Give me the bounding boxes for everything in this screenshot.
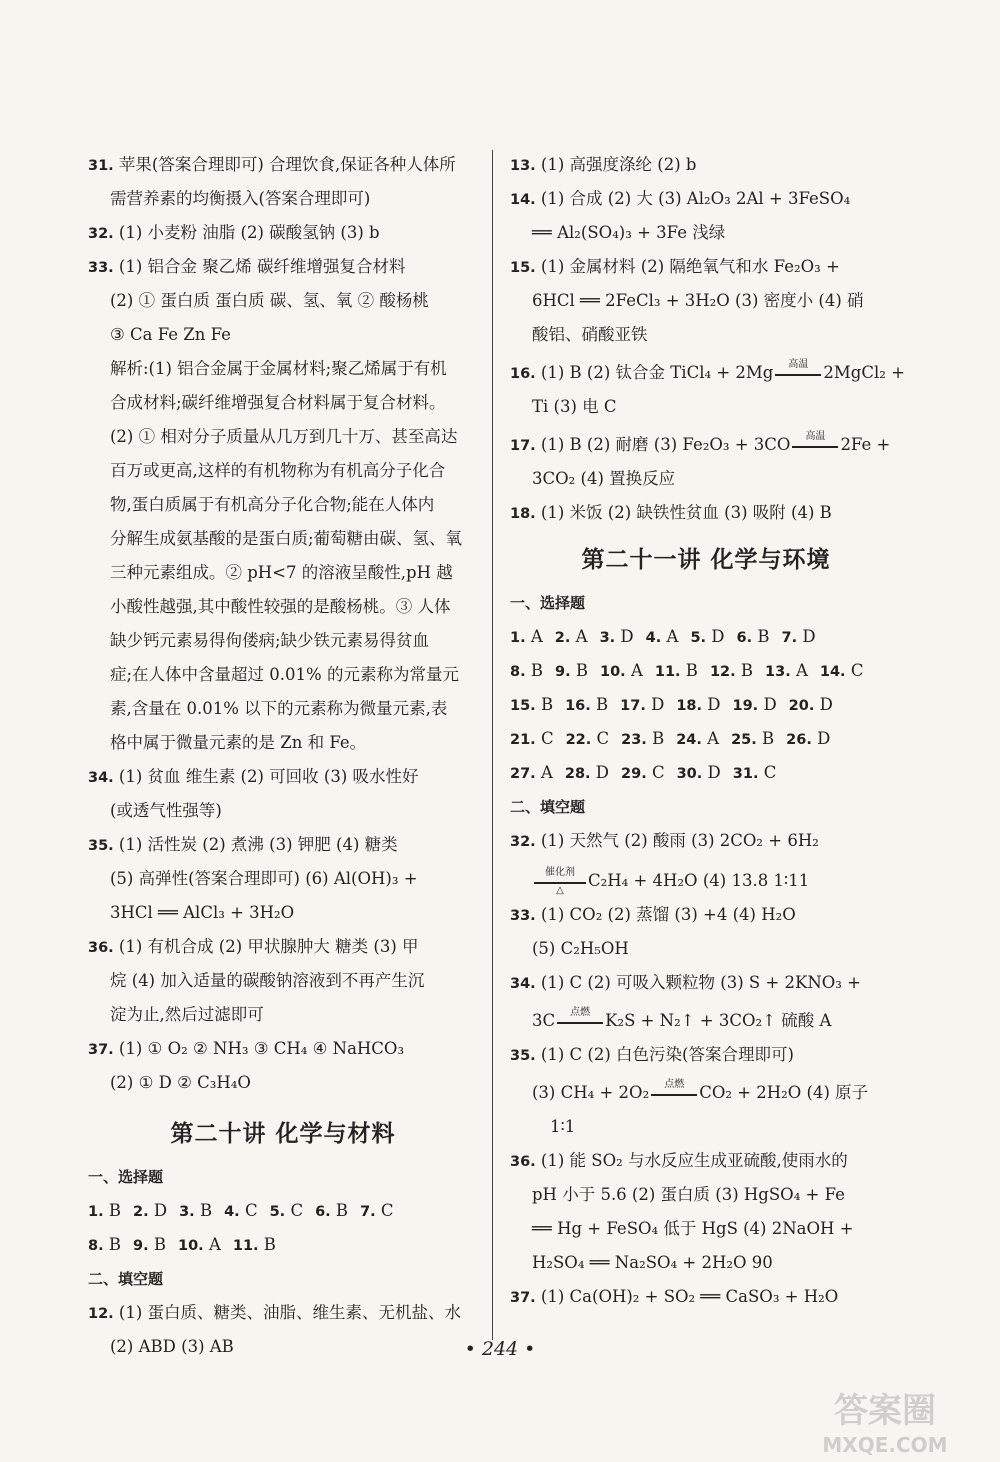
choice-number: 15. (510, 698, 536, 714)
choice-number: 29. (621, 766, 647, 782)
answer-line-cont (88, 658, 478, 692)
choice-number: 21. (510, 732, 536, 748)
choice-answer: B (740, 661, 754, 680)
section-fill-heading: 二、填空题 (510, 798, 586, 816)
answer-text: (1) 活性炭 (2) 煮沸 (3) 钾肥 (4) 糖类 (113, 835, 398, 854)
answer-text: (1) 有机合成 (2) 甲状腺肿大 糖类 (3) 甲 (113, 937, 419, 956)
answer-line (88, 148, 478, 182)
choice-answers-row (510, 722, 902, 756)
choice-number: 10. (600, 664, 626, 680)
answer-17: 17. (1) B (2) 耐磨 (3) Fe₂O₃ + 3CO 高温 2Fe + (510, 430, 891, 454)
question-number: 36. (88, 940, 114, 956)
reaction-arrow: 点燃 (557, 1016, 603, 1028)
chapter-20-heading: 第二十讲 化学与材料 (170, 1121, 396, 1147)
choice-answer: A (575, 627, 588, 646)
choice-answers (510, 620, 902, 790)
choice-answers-row (510, 688, 902, 722)
choice-answers-row (510, 654, 902, 688)
answer-line-cont (88, 590, 478, 624)
choice-answers-row (88, 1228, 478, 1262)
answer-34-cont: 3C 点燃 K₂S + N₂↑ + 3CO₂↑ 硫酸 A (532, 1006, 832, 1030)
answer-text: 小酸性越强,其中酸性较强的是酸杨桃。③ 人体 (110, 597, 451, 616)
choice-answer: B (263, 1235, 276, 1254)
choice-answer: B (153, 1235, 166, 1254)
answer-line-cont (88, 386, 478, 420)
answer-line-cont (88, 862, 478, 896)
choice-number: 5. (269, 1204, 286, 1220)
choice-number: 9. (133, 1238, 149, 1254)
choice-number: 8. (510, 664, 526, 680)
answer-text: 3HCl ══ AlCl₃ + 3H₂O (110, 903, 295, 922)
watermark-text: 答案圈 (834, 1391, 936, 1431)
choice-answer: B (596, 695, 609, 714)
answer-line-cont (88, 556, 478, 590)
choice-answer: D (620, 627, 634, 646)
choice-number: 2. (554, 630, 571, 646)
answer-line-cont (88, 624, 478, 658)
choice-number: 23. (621, 732, 647, 748)
choice-answer: A (540, 763, 553, 782)
choice-number: 18. (676, 698, 703, 714)
watermark-logo (790, 1380, 980, 1460)
answer-15-cont: 6HCl ══ 2FeCl₃ + 3H₂O (3) 密度小 (4) 硝 (532, 291, 864, 310)
section-fill-heading: 二、填空题 (88, 1270, 164, 1288)
answer-16: 16. (1) B (2) 钛合金 TiCl₄ + 2Mg 高温 2MgCl₂ + (510, 358, 905, 382)
answer-text: 解析:(1) 铝合金属于金属材料;聚乙烯属于有机 (110, 359, 447, 378)
choice-answer: C (290, 1201, 304, 1220)
reaction-arrow: 催化剂 △ (534, 876, 586, 888)
choice-answer: C (763, 763, 777, 782)
choice-number: 20. (788, 698, 815, 714)
answer-35: 35. (1) C (2) 白色污染(答案合理即可) (510, 1045, 794, 1064)
choice-number: 4. (645, 630, 662, 646)
answer-line-cont (88, 352, 478, 386)
question-number: 35. (88, 838, 114, 854)
choice-answer: D (802, 627, 816, 646)
choice-answer: B (685, 661, 698, 680)
choice-number: 10. (178, 1238, 204, 1254)
answer-32-cont: 催化剂 △ C₂H₄ + 4H₂O (4) 13.8 1∶11 (510, 864, 902, 898)
choice-number: 11. (654, 664, 681, 680)
choice-number: 14. (819, 664, 846, 680)
answer-line-cont (88, 964, 478, 998)
answer-text: (1) 小麦粉 油脂 (2) 碳酸氢钠 (3) b (113, 223, 380, 242)
answer-text: (或透气性强等) (110, 801, 222, 820)
reaction-arrow: 高温 (775, 368, 821, 380)
question-number: 34. (88, 770, 114, 786)
choice-number: 4. (224, 1204, 240, 1220)
answer-15: 15. (1) 金属材料 (2) 隔绝氧气和水 Fe₂O₃ + (510, 257, 840, 276)
answer-15-cont: 酸铝、硝酸亚铁 (532, 325, 648, 344)
answer-text: (5) 高弹性(答案合理即可) (6) Al(OH)₃ + (110, 869, 418, 888)
reaction-arrow: 高温 (792, 440, 838, 452)
answer-text: (1) 蛋白质、糖类、油脂、维生素、无机盐、水 (113, 1303, 462, 1322)
column-divider (492, 150, 493, 1340)
answer-36: 36. (1) 能 SO₂ 与水反应生成亚硫酸,使雨水的 (510, 1151, 848, 1170)
choice-answer: B (762, 729, 775, 748)
answer-text: (2) ① D ② C₃H₄O (110, 1073, 251, 1092)
answer-33: 33. (1) CO₂ (2) 蒸馏 (3) +4 (4) H₂O (510, 905, 796, 924)
choice-answers-row (510, 756, 902, 790)
choice-answer: B (652, 729, 665, 748)
choice-answer: D (153, 1201, 168, 1220)
choice-answer: D (595, 763, 610, 782)
answer-line (88, 828, 478, 862)
answer-text: 百万或更高,这样的有机物称为有机高分子化合 (110, 461, 446, 480)
left-answer-lines (88, 148, 478, 1100)
choice-number: 27. (510, 766, 536, 782)
choice-answer: A (666, 627, 679, 646)
answer-text: 格中属于微量元素的是 Zn 和 Fe。 (110, 733, 367, 752)
choice-answer: D (819, 695, 833, 714)
answer-line (88, 1296, 478, 1330)
left-column (88, 148, 478, 1364)
choice-number: 8. (88, 1238, 104, 1254)
answer-text: 症;在人体中含量超过 0.01% 的元素称为常量元 (110, 665, 459, 684)
choice-answer: D (651, 695, 665, 714)
choice-answer: A (208, 1235, 221, 1254)
answer-14: 14. (1) 合成 (2) 大 (3) Al₂O₃ 2Al + 3FeSO₄ (510, 189, 851, 208)
answer-16-cont: Ti (3) 电 C (532, 397, 617, 416)
answer-33-cont: (5) C₂H₅OH (532, 939, 629, 958)
choice-number: 3. (599, 630, 616, 646)
choice-answer: C (380, 1201, 394, 1220)
choice-number: 3. (179, 1204, 195, 1220)
right-column (510, 148, 905, 1314)
answer-text: 淀为止,然后过滤即可 (110, 1005, 264, 1024)
answer-line (88, 250, 478, 284)
answer-text: 合成材料;碳纤维增强复合材料属于复合材料。 (110, 393, 446, 412)
choice-answer: A (530, 627, 543, 646)
answer-13: 13. (1) 高强度涤纶 (2) b (510, 155, 697, 174)
choice-answers-row (510, 620, 902, 654)
choice-answer: B (108, 1235, 121, 1254)
choice-number: 17. (620, 698, 646, 714)
choice-number: 28. (564, 766, 591, 782)
choice-answer: C (540, 729, 554, 748)
reaction-arrow: 点燃 (651, 1088, 697, 1100)
answer-line (88, 216, 478, 250)
answer-line (88, 1032, 478, 1066)
answer-line-cont (88, 522, 478, 556)
answer-14-cont: ══ Al₂(SO₄)₃ + 3Fe 浅绿 (532, 223, 726, 242)
answer-35-cont: 1∶1 (550, 1117, 576, 1136)
answer-36-cont: ══ Hg + FeSO₄ 低于 HgS (4) 2NaOH + (532, 1219, 854, 1238)
question-number: 33. (88, 260, 114, 276)
answer-text: 三种元素组成。② pH<7 的溶液呈酸性,pH 越 (110, 563, 453, 582)
choice-answer: A (707, 729, 720, 748)
answer-17-cont: 3CO₂ (4) 置换反应 (532, 469, 676, 488)
answer-36-cont: pH 小于 5.6 (2) 蛋白质 (3) HgSO₄ + Fe (532, 1185, 845, 1204)
answer-34: 34. (1) C (2) 可吸入颗粒物 (3) S + 2KNO₃ + (510, 973, 861, 992)
choice-answer: A (795, 661, 808, 680)
answer-line-cont (88, 488, 478, 522)
choice-number: 9. (555, 664, 571, 680)
answer-line-cont (88, 794, 478, 828)
choice-answer: C (651, 763, 665, 782)
answer-text: 需营养素的均衡摄入(答案合理即可) (110, 189, 371, 208)
section-choice-heading: 一、选择题 (510, 594, 586, 612)
answer-line-cont (88, 692, 478, 726)
answer-line-cont (88, 1066, 478, 1100)
choice-number: 1. (88, 1204, 104, 1220)
choice-answer: D (707, 763, 721, 782)
answer-line-cont (88, 318, 478, 352)
choice-number: 26. (786, 732, 812, 748)
answer-text: (2) ① 蛋白质 蛋白质 碳、氢、氧 ② 酸杨桃 (110, 291, 429, 310)
choice-number: 30. (676, 766, 703, 782)
answer-text: 缺少钙元素易得佝偻病;缺少铁元素易得贫血 (110, 631, 430, 650)
answer-text: (1) 贫血 维生素 (2) 可回收 (3) 吸水性好 (113, 767, 419, 786)
choice-number: 7. (781, 630, 798, 646)
choice-answer: C (596, 729, 610, 748)
choice-answer: B (335, 1201, 349, 1220)
answer-line-cont (88, 182, 478, 216)
choice-number: 6. (736, 630, 753, 646)
answer-text: (1) ① O₂ ② NH₃ ③ CH₄ ④ NaHCO₃ (113, 1039, 405, 1058)
choice-number: 2. (133, 1204, 149, 1220)
choice-answer: B (530, 661, 543, 680)
answer-text: 分解生成氨基酸的是蛋白质;葡萄糖由碳、氢、氧 (110, 529, 463, 548)
answer-36-cont: H₂SO₄ ══ Na₂SO₄ + 2H₂O 90 (532, 1253, 773, 1272)
choice-answers-row (88, 1194, 478, 1228)
choice-answer: B (540, 695, 554, 714)
choice-answer: D (763, 695, 777, 714)
choice-number: 24. (676, 732, 702, 748)
choice-number: 19. (732, 698, 759, 714)
page-number: • 244 • (464, 1338, 536, 1360)
answer-35-cont: (3) CH₄ + 2O₂ 点燃 CO₂ + 2H₂O (4) 原子 (532, 1078, 869, 1102)
answer-line-cont (88, 998, 478, 1032)
answer-line-cont (88, 454, 478, 488)
answer-text: (2) ABD (3) AB (110, 1337, 234, 1356)
choice-number: 5. (690, 630, 707, 646)
answer-line (88, 760, 478, 794)
choice-answer: A (630, 661, 643, 680)
answer-text: 物,蛋白质属于有机高分子化合物;能在人体内 (110, 495, 435, 514)
choice-number: 7. (360, 1204, 376, 1220)
choice-number: 25. (731, 732, 757, 748)
answer-line-cont (88, 896, 478, 930)
choice-answer: B (757, 627, 770, 646)
choice-number: 31. (732, 766, 759, 782)
choice-number: 16. (565, 698, 591, 714)
choice-answer: B (199, 1201, 213, 1220)
question-number: 31. (88, 158, 114, 174)
question-number: 12. (88, 1306, 114, 1322)
answer-text: 苹果(答案合理即可) 合理饮食,保证各种人体所 (113, 155, 456, 174)
choice-number: 11. (232, 1238, 259, 1254)
answer-text: 素,含量在 0.01% 以下的元素称为微量元素,表 (110, 699, 448, 718)
chapter-21-heading: 第二十一讲 化学与环境 (581, 547, 831, 573)
choice-answer: C (850, 661, 864, 680)
question-number: 37. (88, 1042, 114, 1058)
choice-number: 1. (510, 630, 526, 646)
answer-18: 18. (1) 米饭 (2) 缺铁性贫血 (3) 吸附 (4) B (510, 503, 832, 522)
choice-number: 13. (765, 664, 791, 680)
answer-text: ③ Ca Fe Zn Fe (110, 325, 231, 344)
answer-text: 烷 (4) 加入适量的碳酸钠溶液到不再产生沉 (110, 971, 425, 990)
choice-answer: C (244, 1201, 258, 1220)
answer-32: 32. (1) 天然气 (2) 酸雨 (3) 2CO₂ + 6H₂ (510, 831, 819, 850)
section-choice-heading: 一、选择题 (88, 1168, 164, 1186)
choice-number: 22. (565, 732, 592, 748)
question-number: 32. (88, 226, 114, 242)
choice-answer: D (707, 695, 721, 714)
choice-answer: B (108, 1201, 121, 1220)
choice-number: 6. (315, 1204, 331, 1220)
answer-line (88, 930, 478, 964)
answer-text: (1) 铝合金 聚乙烯 碳纤维增强复合材料 (113, 257, 406, 276)
answer-line-cont (88, 726, 478, 760)
answer-37: 37. (1) Ca(OH)₂ + SO₂ ══ CaSO₃ + H₂O (510, 1287, 839, 1306)
answer-line-cont (88, 420, 478, 454)
choice-answer: D (817, 729, 831, 748)
watermark-url: MXQE.COM (822, 1433, 948, 1457)
choice-answer: B (575, 661, 588, 680)
answer-text: (2) ① 相对分子质量从几万到几十万、甚至高达 (110, 427, 458, 446)
choice-answer: D (711, 627, 725, 646)
choice-number: 12. (709, 664, 736, 680)
answer-line-cont (88, 284, 478, 318)
